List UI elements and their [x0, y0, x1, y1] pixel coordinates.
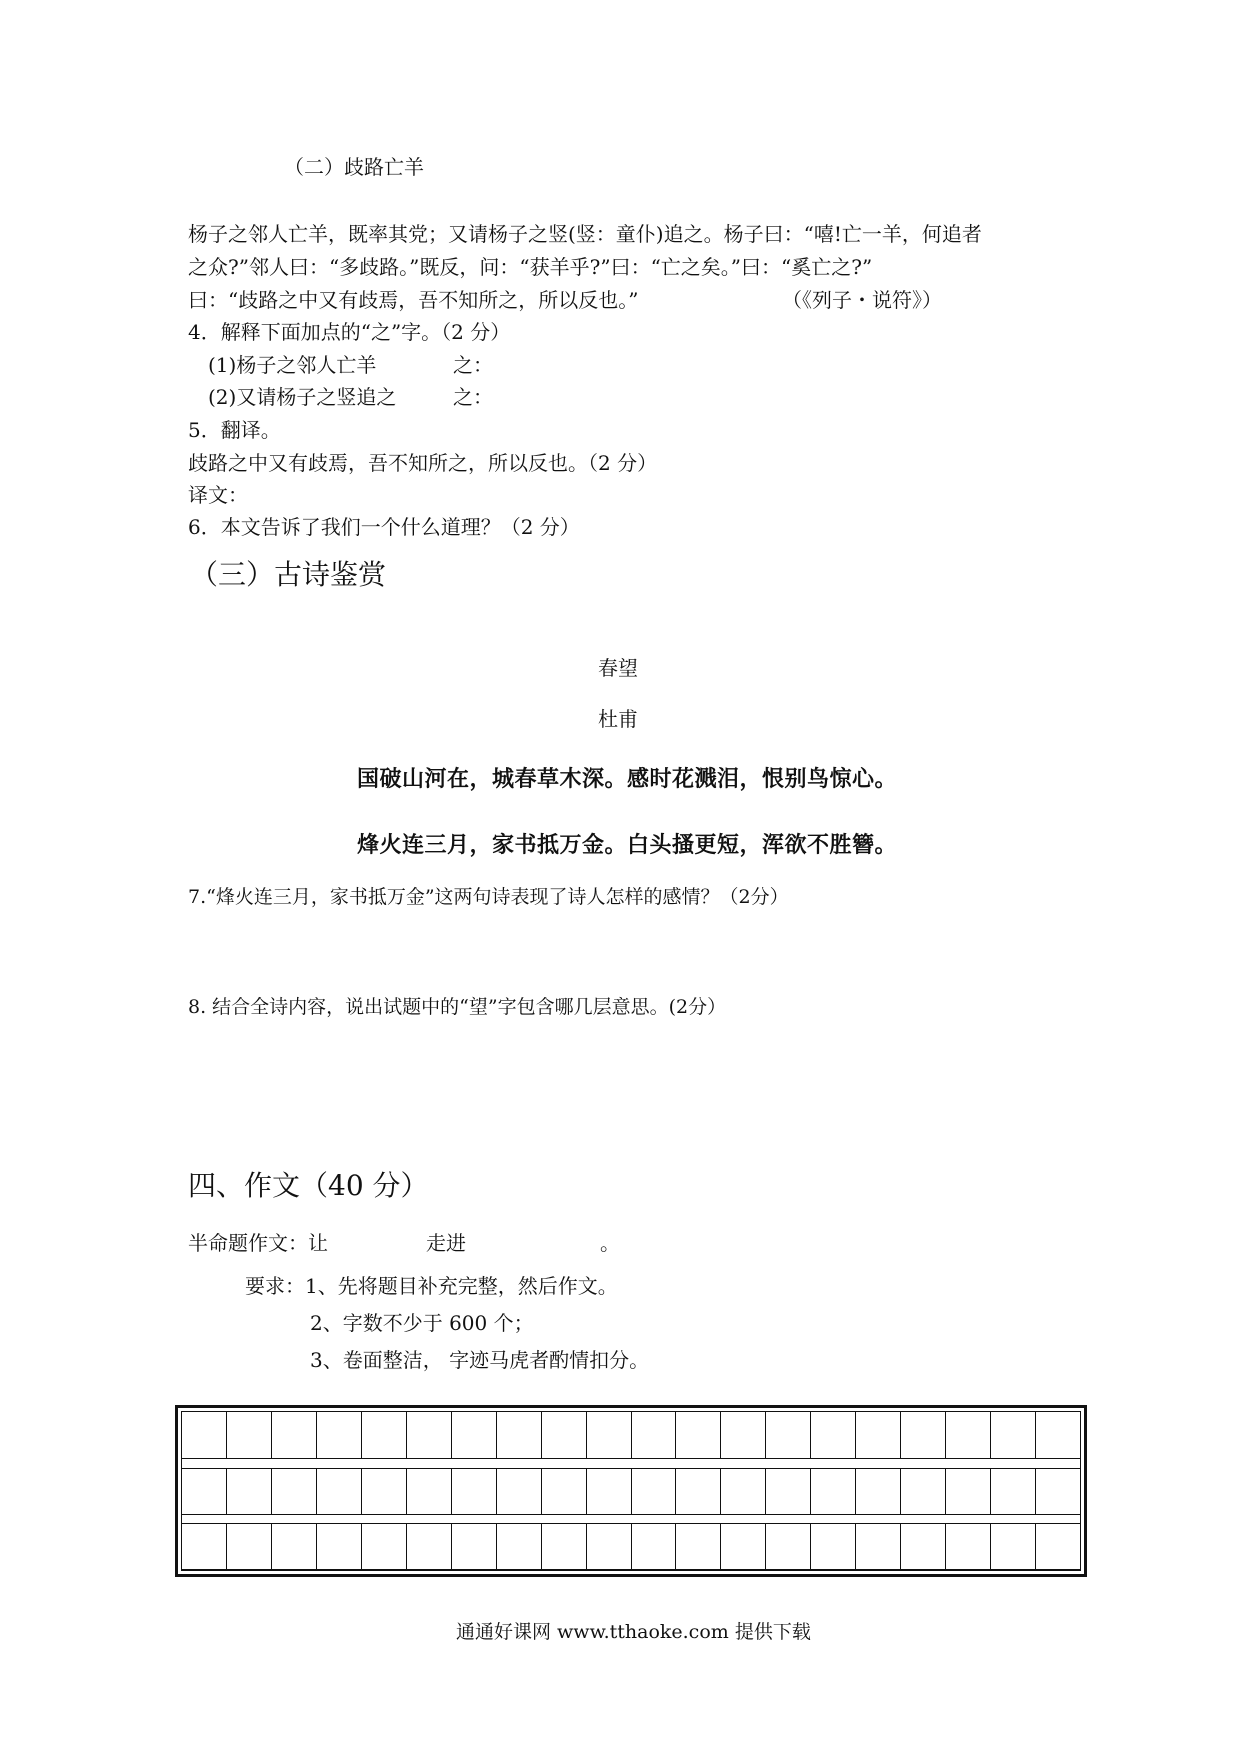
grid-cell [1036, 1523, 1080, 1569]
grid-cell [182, 1523, 227, 1569]
grid-cell [182, 1412, 227, 1458]
question-5-sentence: 歧路之中又有歧焉，吾不知所之，所以反也。（2 分） [188, 451, 658, 475]
grid-cell [721, 1468, 766, 1514]
requirement-1: 要求：1、先将题目补充完整，然后作文。 [245, 1274, 618, 1298]
grid-cell [272, 1523, 317, 1569]
grid-cell [497, 1523, 542, 1569]
grid-cell [362, 1468, 407, 1514]
poem-title: 春望 [598, 656, 638, 680]
grid-cell [272, 1468, 317, 1514]
grid-cell [407, 1468, 452, 1514]
section-title-composition: 四、作文（40 分） [188, 1169, 429, 1202]
grid-cell [362, 1412, 407, 1458]
grid-cell [901, 1412, 946, 1458]
grid-cell [766, 1468, 811, 1514]
grid-cell [317, 1523, 362, 1569]
composition-grid [175, 1405, 1087, 1577]
grid-cell [991, 1412, 1036, 1458]
grid-cell [587, 1412, 632, 1458]
grid-cell [811, 1523, 856, 1569]
grid-cell [317, 1412, 362, 1458]
grid-cell [407, 1412, 452, 1458]
grid-cell [856, 1468, 901, 1514]
grid-cell [676, 1468, 721, 1514]
grid-cell [587, 1468, 632, 1514]
grid-cell [856, 1412, 901, 1458]
footer-text: 通通好课网 www.tthaoke.com 提供下载 [456, 1621, 811, 1643]
grid-cell [317, 1468, 362, 1514]
grid-cell [452, 1468, 497, 1514]
grid-row-3 [182, 1523, 1080, 1570]
grid-cell [362, 1523, 407, 1569]
grid-cell [766, 1523, 811, 1569]
poem-author: 杜甫 [598, 707, 638, 731]
composition-prompt-end: 。 [600, 1231, 620, 1255]
question-4-item-1-blank: 之： [453, 353, 493, 377]
passage-line-3: 曰：“歧路之中又有歧焉，吾不知所之，所以反也。” [188, 288, 639, 312]
grid-cell [227, 1412, 272, 1458]
grid-cell [1036, 1412, 1080, 1458]
question-6: 6．本文告诉了我们一个什么道理？（2 分） [188, 515, 580, 539]
grid-cell [946, 1412, 991, 1458]
grid-cell [542, 1468, 587, 1514]
composition-prompt-mid: 走进 [426, 1231, 466, 1255]
grid-cell [542, 1412, 587, 1458]
grid-cell [632, 1468, 677, 1514]
question-5-answer-label: 译文： [188, 483, 248, 507]
grid-cell [272, 1412, 317, 1458]
grid-cell [182, 1468, 227, 1514]
question-4: 4．解释下面加点的“之”字。（2 分） [188, 320, 511, 344]
grid-cell [946, 1523, 991, 1569]
passage-line-2: 之众?”邻人曰：“多歧路。”既反，问：“获羊乎?”曰：“亡之矣。”曰：“奚亡之?” [188, 255, 873, 279]
grid-cell [1036, 1468, 1080, 1514]
grid-cell [676, 1412, 721, 1458]
poem-line-1: 国破山河在，城春草木深。感时花溅泪，恨别鸟惊心。 [357, 767, 898, 792]
question-4-item-1: (1)杨子之邻人亡羊 [208, 353, 377, 377]
grid-cell [227, 1523, 272, 1569]
grid-cell [721, 1412, 766, 1458]
grid-cell [632, 1412, 677, 1458]
question-5: 5．翻译。 [188, 418, 281, 442]
grid-cell [901, 1468, 946, 1514]
passage-source: （《列子・说符》） [782, 288, 942, 312]
grid-cell [721, 1523, 766, 1569]
grid-cell [856, 1523, 901, 1569]
grid-cell [452, 1412, 497, 1458]
grid-cell [407, 1523, 452, 1569]
grid-cell [991, 1523, 1036, 1569]
composition-prompt-label: 半命题作文：让 [188, 1231, 328, 1255]
grid-cell [991, 1468, 1036, 1514]
section-title-poetry: （三）古诗鉴赏 [190, 558, 387, 591]
grid-cell [676, 1523, 721, 1569]
grid-cell [632, 1523, 677, 1569]
poem-line-2: 烽火连三月，家书抵万金。白头搔更短，浑欲不胜簪。 [357, 833, 898, 858]
grid-cell [901, 1523, 946, 1569]
question-4-item-2: (2)又请杨子之竖追之 [208, 385, 397, 409]
composition-grid-inner [181, 1411, 1081, 1571]
grid-cell [497, 1412, 542, 1458]
requirement-2: 2、字数不少于 600 个； [310, 1311, 534, 1335]
passage-line-1: 杨子之邻人亡羊，既率其党；又请杨子之竖(竖：童仆)追之。杨子曰：“嘻!亡一羊，何追者 [188, 222, 982, 246]
grid-row-1 [182, 1412, 1080, 1459]
grid-cell [811, 1468, 856, 1514]
grid-cell [227, 1468, 272, 1514]
grid-cell [497, 1468, 542, 1514]
grid-cell [946, 1468, 991, 1514]
question-8: 8. 结合全诗内容，说出试题中的“望”字包含哪几层意思。(2分） [188, 996, 727, 1018]
grid-cell [766, 1412, 811, 1458]
question-4-item-2-blank: 之： [453, 385, 493, 409]
grid-cell [587, 1523, 632, 1569]
grid-cell [542, 1523, 587, 1569]
grid-cell [811, 1412, 856, 1458]
section-title-qilu: （二）歧路亡羊 [284, 155, 424, 179]
grid-cell [452, 1523, 497, 1569]
question-7: 7.“烽火连三月，家书抵万金”这两句诗表现了诗人怎样的感情？（2分） [188, 886, 789, 908]
grid-row-2 [182, 1468, 1080, 1515]
requirement-3: 3、卷面整洁， 字迹马虎者酌情扣分。 [310, 1348, 650, 1372]
